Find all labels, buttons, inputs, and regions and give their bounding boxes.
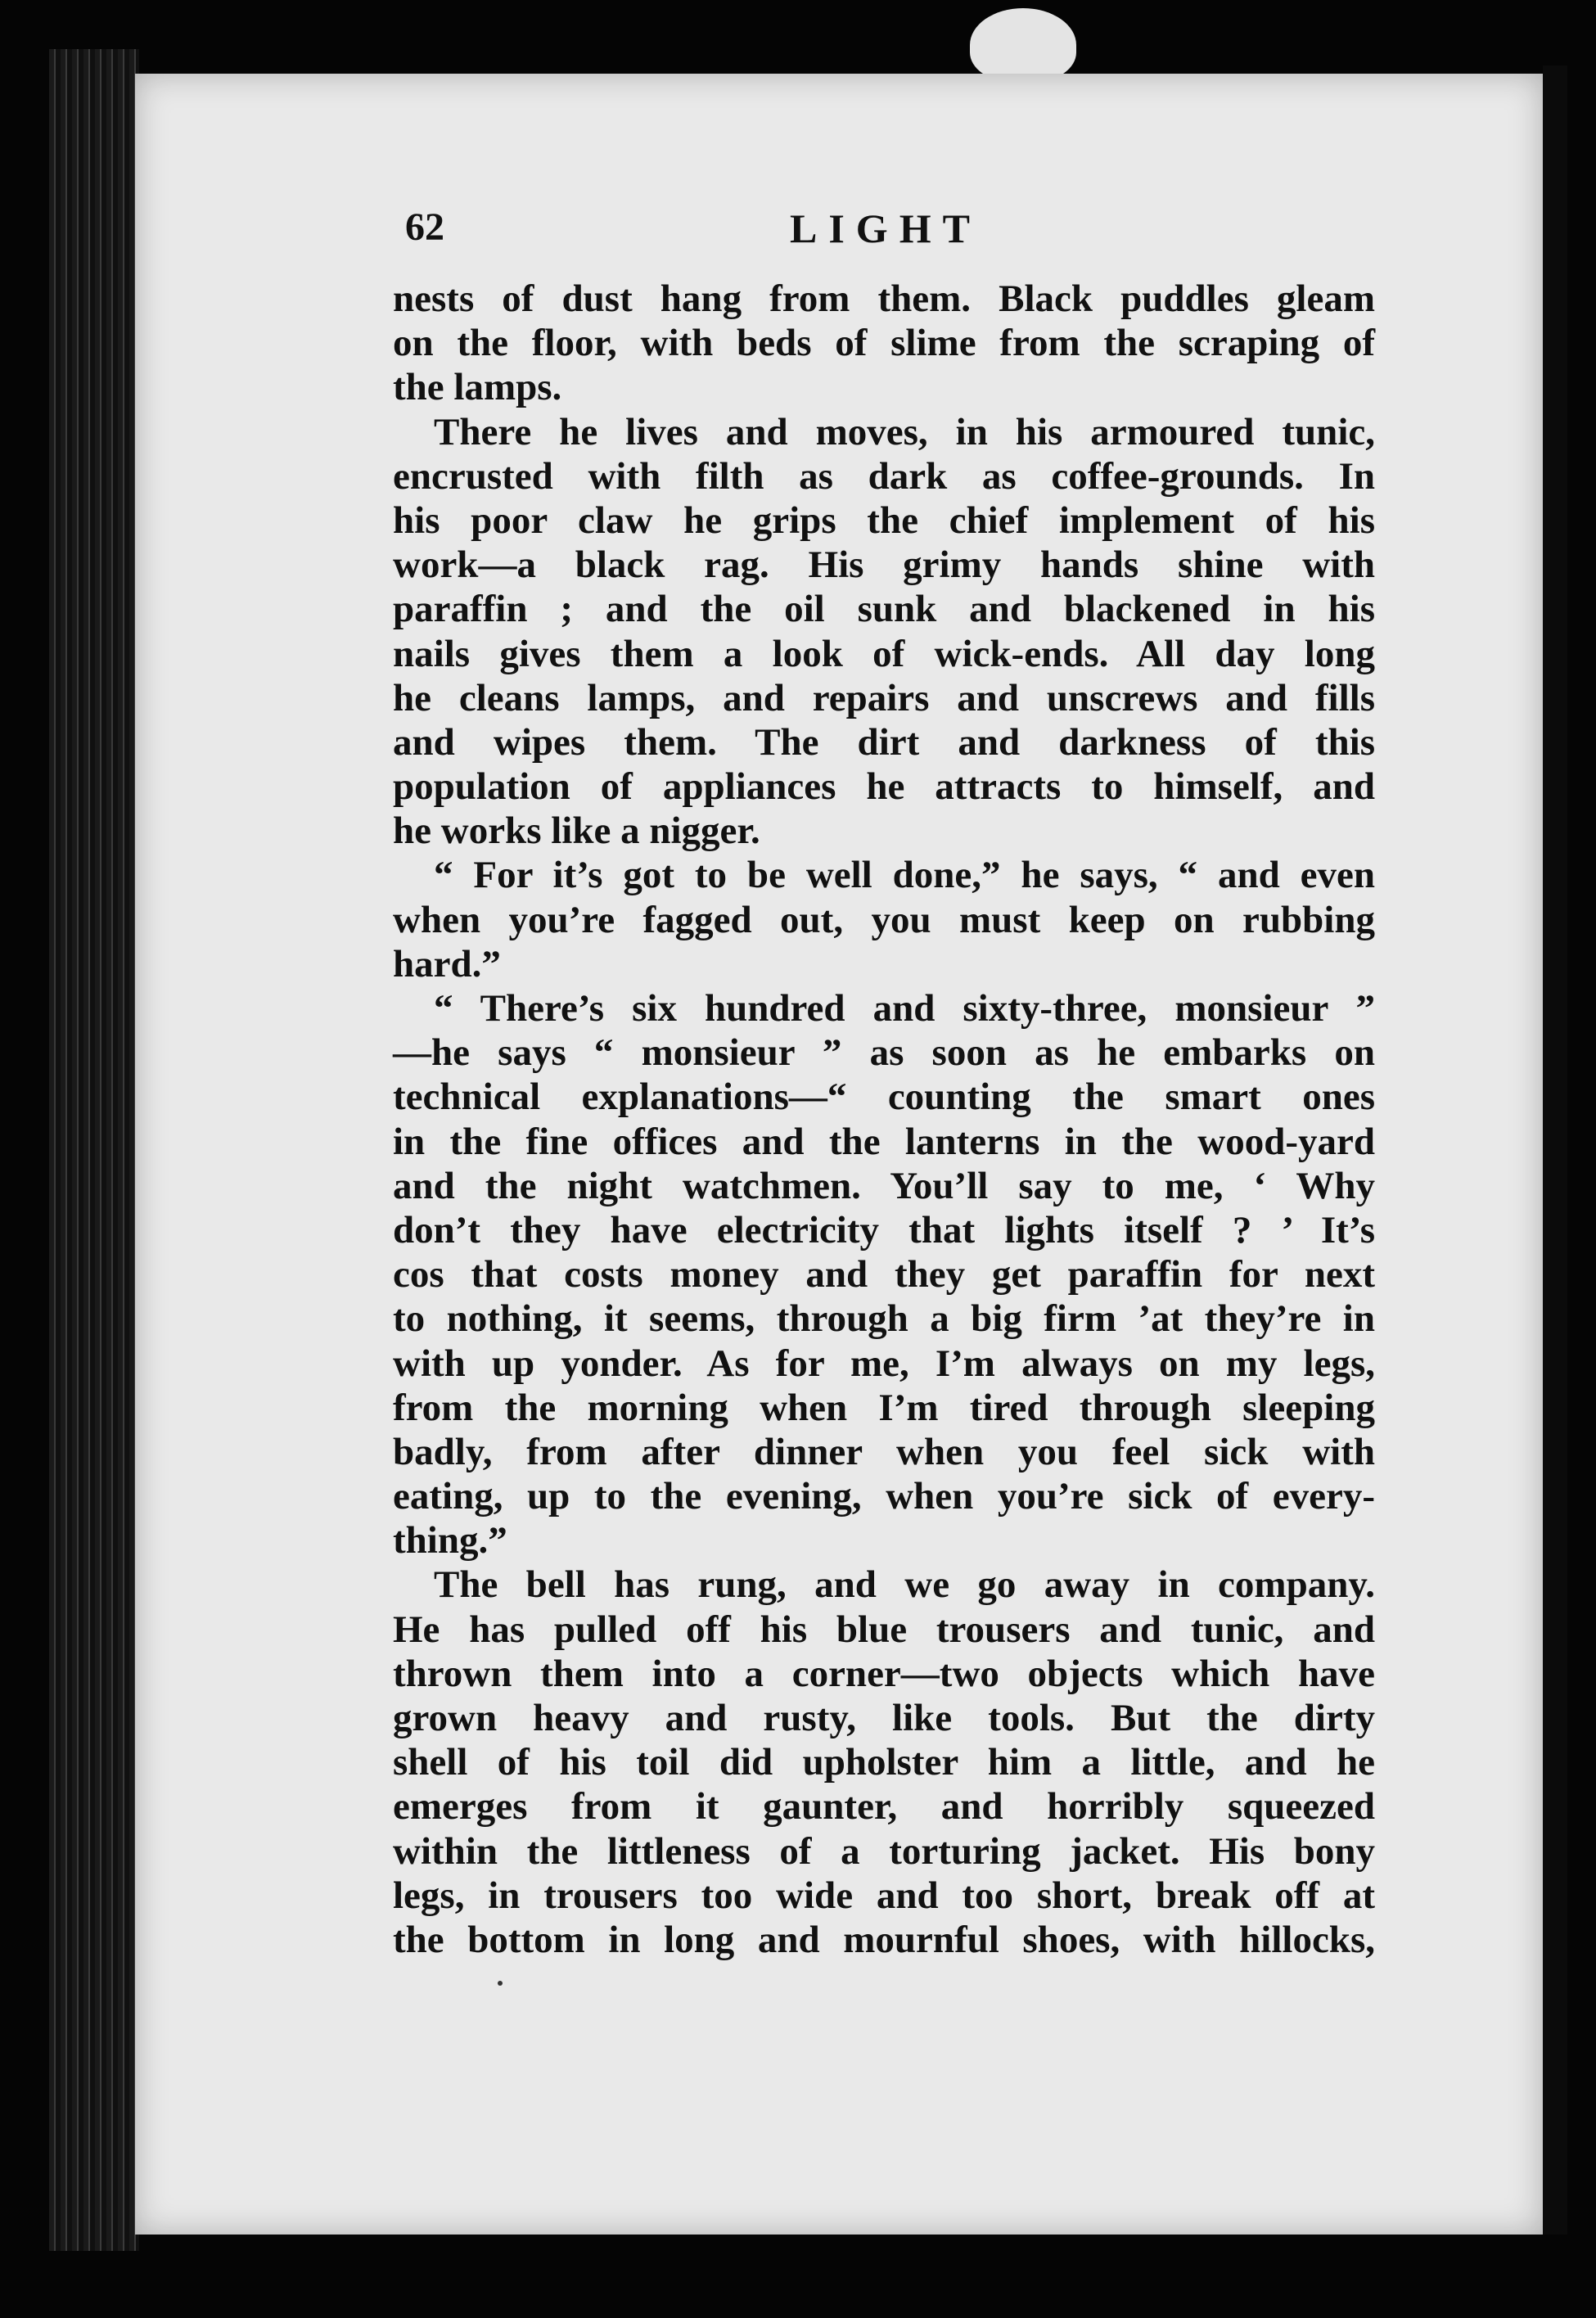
text-line: the bottom in long and mournful shoes, with hillocks, (393, 1918, 1375, 1961)
body-text (393, 277, 1375, 1962)
text-line: and wipes them. The dirt and darkness of this (393, 720, 1375, 764)
text-line: “ For it’s got to be well done,” he says, “ and even (434, 854, 1375, 897)
text-line: —he says “ monsieur ” as soon as he embarks on (393, 1031, 1375, 1075)
text-line: within the littleness of a torturing jacket. His bony (393, 1829, 1375, 1873)
text-line: the lamps. (393, 366, 562, 409)
text-line: thrown them into a corner—two objects which have (393, 1652, 1375, 1695)
text-line: nails gives them a look of wick-ends. All day long (393, 632, 1375, 675)
book-right-edge (1543, 65, 1567, 2235)
text-line: encrusted with filth as dark as coffee-grounds. In (393, 454, 1375, 498)
text-line: work—a black rag. His grimy hands shine with (393, 543, 1375, 587)
text-line: when you’re fagged out, you must keep on rubbing (393, 898, 1375, 941)
text-line: There he lives and moves, in his armoured tunic, (434, 410, 1375, 453)
text-line: He has pulled off his blue trousers and tunic, and (393, 1608, 1375, 1651)
text-line: hard.” (393, 942, 501, 985)
text-line: technical explanations—“ counting the smart ones (393, 1076, 1375, 1119)
page-tab-mark (970, 8, 1076, 82)
text-line: cos that costs money and they get paraffin for next (393, 1253, 1375, 1297)
text-line: don’t they have electricity that lights itself ? ’ It’s (393, 1208, 1375, 1251)
text-line: his poor claw he grips the chief implement of his (393, 498, 1375, 542)
print-speck (498, 1981, 503, 1986)
text-line: paraffin ; and the oil sunk and blackened in his (393, 588, 1375, 631)
text-line: legs, in trousers too wide and too short, break off at (393, 1874, 1375, 1917)
text-line: he cleans lamps, and repairs and unscrews and fills (393, 676, 1375, 719)
text-line: grown heavy and rusty, like tools. But the dirty (393, 1697, 1375, 1739)
text-line: badly, from after dinner when you feel sick with (393, 1430, 1375, 1473)
text-line: eating, up to the evening, when you’re sick of every- (393, 1475, 1375, 1518)
running-title: LIGHT (790, 205, 981, 251)
text-line: on the floor, with beds of slime from the scraping of (393, 322, 1375, 365)
text-line: emerges from it gaunter, and horribly squeezed (393, 1785, 1375, 1829)
text-line: thing.” (393, 1519, 507, 1563)
text-line: he works like a nigger. (393, 809, 760, 853)
text-line: from the morning when I’m tired through sleeping (393, 1386, 1375, 1429)
text-line: with up yonder. As for me, I’m always on my legs, (393, 1342, 1375, 1385)
text-line: “ There’s six hundred and sixty-three, monsieur ” (434, 987, 1375, 1030)
text-line: The bell has rung, and we go away in company. (434, 1563, 1375, 1607)
book-page-edges (49, 49, 139, 2251)
page-number: 62 (405, 205, 444, 249)
page-header (405, 205, 1363, 254)
text-line: and the night watchmen. You’ll say to me, ‘ Why (393, 1164, 1375, 1207)
text-line: population of appliances he attracts to himself, and (393, 765, 1375, 809)
text-line: to nothing, it seems, through a big firm ’at they’re in (393, 1297, 1375, 1341)
text-line: shell of his toil did upholster him a little, and he (393, 1741, 1375, 1784)
text-line: in the fine offices and the lanterns in the wood-yard (393, 1120, 1375, 1163)
text-line: nests of dust hang from them. Black puddles gleam (393, 277, 1375, 320)
